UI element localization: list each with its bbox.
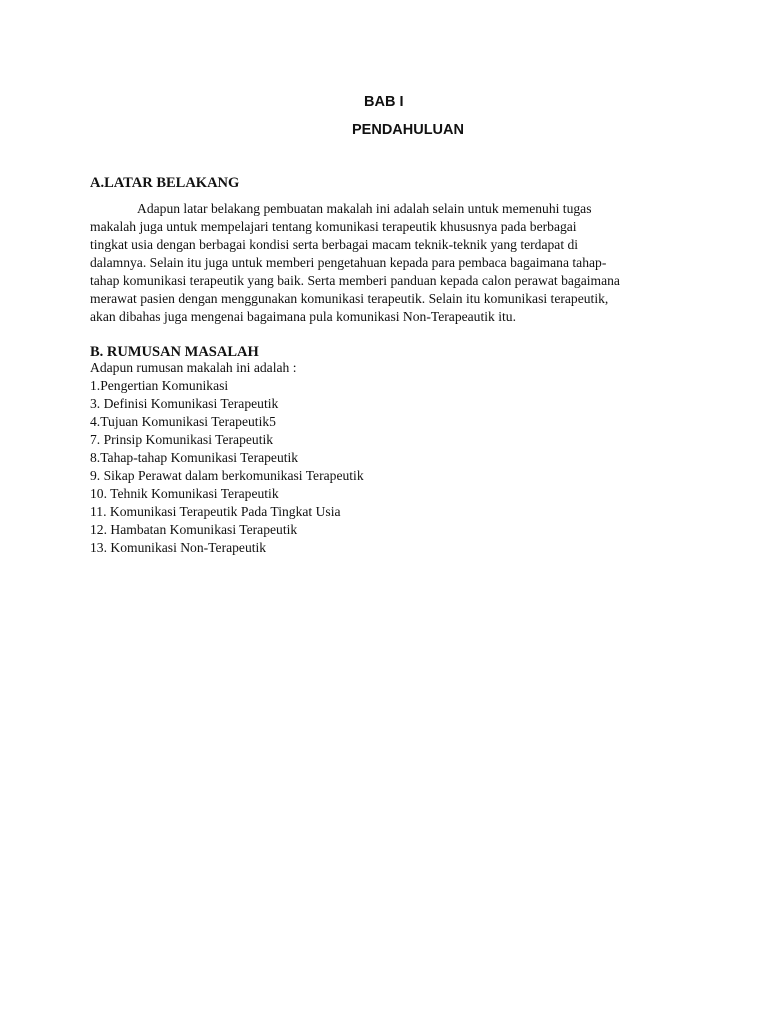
list-item: 1.Pengertian Komunikasi [90, 378, 229, 393]
list-item: 3. Definisi Komunikasi Terapeutik [90, 396, 279, 411]
list-item: 9. Sikap Perawat dalam berkomunikasi Terapeutik [90, 468, 364, 483]
list-item: 7. Prinsip Komunikasi Terapeutik [90, 432, 274, 447]
list-item: 4.Tujuan Komunikasi Terapeutik5 [90, 414, 276, 429]
paragraph-line: Adapun latar belakang pembuatan makalah ini adalah selain untuk memenuhi tugas [137, 201, 592, 216]
list-item: 13. Komunikasi Non-Terapeutik [90, 540, 267, 555]
list-item: 12. Hambatan Komunikasi Terapeutik [90, 522, 298, 537]
paragraph-line: tahap komunikasi terapeutik yang baik. Serta memberi panduan kepada calon perawat bagaimana [90, 273, 620, 288]
paragraph-latar-belakang [90, 200, 690, 326]
list-intro: Adapun rumusan makalah ini adalah : [90, 360, 297, 375]
paragraph-line: makalah juga untuk mempelajari tentang komunikasi terapeutik khususnya pada berbagai [90, 219, 577, 234]
rumusan-masalah-list [90, 359, 364, 557]
list-item: 8.Tahap-tahap Komunikasi Terapeutik [90, 450, 299, 465]
list-item: 11. Komunikasi Terapeutik Pada Tingkat Usia [90, 504, 341, 519]
chapter-number: BAB I [364, 94, 404, 110]
paragraph-line: tingkat usia dengan berbagai kondisi serta berbagai macam teknik-teknik yang terdapat di [90, 237, 579, 252]
section-heading-rumusan-masalah: B. RUMUSAN MASALAH [90, 344, 259, 360]
paragraph-line: merawat pasien dengan menggunakan komunikasi terapeutik. Selain itu komunikasi terapeutik, [90, 291, 609, 306]
chapter-title: PENDAHULUAN [352, 122, 464, 138]
paragraph-line: akan dibahas juga mengenai bagaimana pula komunikasi Non-Terapeautik itu. [90, 309, 516, 324]
paragraph-line: dalamnya. Selain itu juga untuk memberi pengetahuan kepada para pembaca bagaimana tahap- [90, 255, 607, 270]
section-heading-latar-belakang: A.LATAR BELAKANG [90, 175, 240, 191]
list-item: 10. Tehnik Komunikasi Terapeutik [90, 486, 279, 501]
